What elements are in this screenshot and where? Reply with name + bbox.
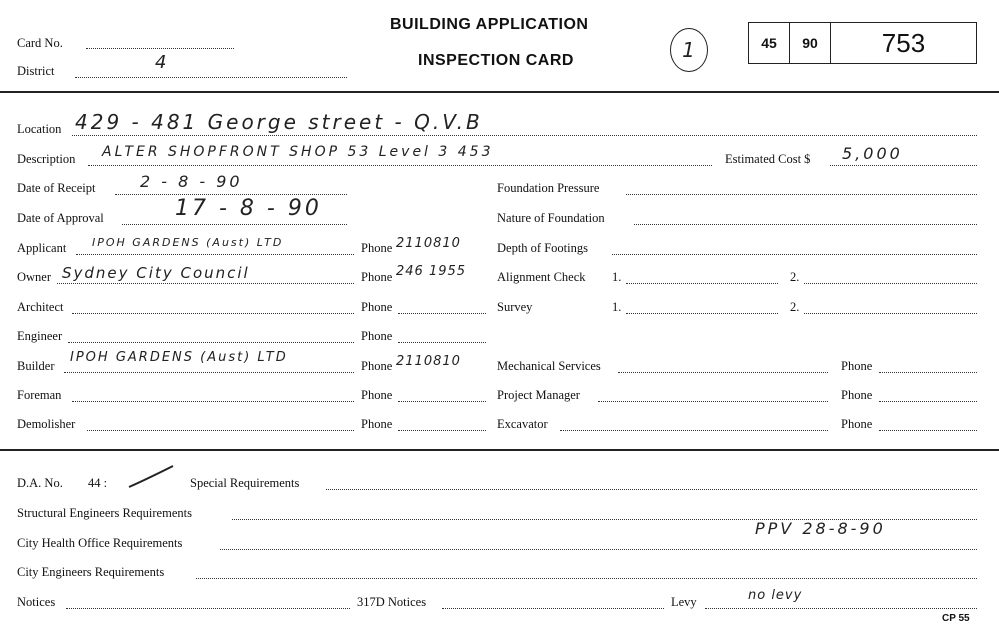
date-approval-line (122, 224, 347, 225)
description-line (88, 165, 712, 166)
nature-foundation-line (634, 224, 977, 225)
survey-two: 2. (790, 300, 800, 314)
excavator-label: Excavator (497, 417, 548, 431)
depth-footings-label: Depth of Footings (497, 241, 588, 255)
levy-value: no levy (748, 588, 803, 603)
foreman-phone-label: Phone (361, 388, 393, 402)
survey-one: 1. (612, 300, 622, 314)
engineer-phone-label: Phone (361, 329, 393, 343)
survey-label: Survey (497, 300, 533, 314)
foundation-pressure-line (626, 194, 977, 195)
owner-phone-label: Phone (361, 270, 393, 284)
project-manager-phone-label: Phone (841, 388, 873, 402)
alignment-check-one: 1. (612, 270, 622, 284)
top-rule (0, 91, 999, 93)
notices-317d-line (442, 608, 664, 609)
architect-phone-label: Phone (361, 300, 393, 314)
excavator-line (560, 430, 828, 431)
notices-317d-label: 317D Notices (357, 595, 427, 609)
city-health-value: PPV 28-8-90 (755, 519, 886, 538)
location-line (72, 135, 977, 136)
builder-label: Builder (17, 359, 55, 373)
da-label: D.A. No. (17, 476, 63, 490)
owner-label: Owner (17, 270, 52, 284)
applicant-line (76, 254, 354, 255)
architect-label: Architect (17, 300, 64, 314)
mechanical-phone-label: Phone (841, 359, 873, 373)
applicant-phone-label: Phone (361, 241, 393, 255)
foundation-pressure-label: Foundation Pressure (497, 181, 600, 195)
code-box-2 (789, 22, 831, 64)
location-value: 429 - 481 George street - Q.V.B (75, 110, 483, 134)
architect-phone-line (398, 313, 486, 314)
middle-rule (0, 449, 999, 451)
circled-number (670, 28, 708, 72)
depth-footings-line (612, 254, 977, 255)
project-manager-label: Project Manager (497, 388, 580, 402)
demolisher-line (87, 430, 354, 431)
date-receipt-value: 2 - 8 - 90 (140, 172, 243, 191)
survey-line-2 (804, 313, 977, 314)
date-approval-value: 17 - 8 - 90 (175, 196, 322, 221)
city-health-label: City Health Office Requirements (17, 536, 183, 550)
title-line1: BUILDING APPLICATION (390, 16, 589, 33)
engineer-line (68, 342, 354, 343)
nature-foundation-label: Nature of Foundation (497, 211, 605, 225)
notices-line (66, 608, 350, 609)
circled-number-value: 1 (682, 38, 696, 62)
city-health-line (220, 549, 977, 550)
estimated-cost-line (830, 165, 977, 166)
foreman-line (72, 401, 354, 402)
structural-label: Structural Engineers Requirements (17, 506, 192, 520)
notices-label: Notices (17, 595, 56, 609)
location-label: Location (17, 122, 62, 136)
levy-line (705, 608, 977, 609)
demolisher-phone-label: Phone (361, 417, 393, 431)
excavator-phone-label: Phone (841, 417, 873, 431)
form-code: CP 55 (942, 613, 970, 624)
project-manager-phone-line (879, 401, 977, 402)
owner-line (57, 283, 354, 284)
description-label: Description (17, 152, 76, 166)
estimated-cost-label: Estimated Cost $ (725, 152, 811, 166)
date-approval-label: Date of Approval (17, 211, 104, 225)
code-1: 45 (761, 35, 777, 51)
survey-line-1 (626, 313, 778, 314)
builder-line (64, 372, 354, 373)
demolisher-phone-line (398, 430, 486, 431)
da-value: 44 : (88, 476, 108, 490)
alignment-check-two: 2. (790, 270, 800, 284)
mechanical-line (618, 372, 828, 373)
district-label: District (17, 64, 55, 78)
applicant-value: IPOH GARDENS (Aust) LTD (92, 236, 284, 249)
project-manager-line (598, 401, 828, 402)
code-box-1 (748, 22, 790, 64)
city-engineers-label: City Engineers Requirements (17, 565, 165, 579)
engineer-phone-line (398, 342, 486, 343)
demolisher-label: Demolisher (17, 417, 76, 431)
foreman-label: Foreman (17, 388, 62, 402)
excavator-phone-line (879, 430, 977, 431)
alignment-check-line-1 (626, 283, 778, 284)
alignment-check-label: Alignment Check (497, 270, 586, 284)
code-2: 90 (802, 35, 818, 51)
estimated-cost-value: 5,000 (842, 144, 903, 163)
code-3: 753 (881, 27, 926, 58)
engineer-label: Engineer (17, 329, 63, 343)
applicant-phone-value: 2110810 (396, 236, 461, 251)
check-mark-icon (125, 462, 177, 492)
architect-line (72, 313, 354, 314)
district-line (75, 77, 347, 78)
special-label: Special Requirements (190, 476, 300, 490)
card-no-label: Card No. (17, 36, 63, 50)
mechanical-label: Mechanical Services (497, 359, 601, 373)
district-value: 4 (155, 52, 168, 73)
title-line2: INSPECTION CARD (418, 52, 574, 69)
builder-phone-value: 2110810 (396, 354, 461, 369)
date-receipt-line (115, 194, 347, 195)
mechanical-phone-line (879, 372, 977, 373)
builder-value: IPOH GARDENS (Aust) LTD (70, 350, 288, 365)
description-value: ALTER SHOPFRONT SHOP 53 Level 3 453 (102, 144, 494, 160)
applicant-label: Applicant (17, 241, 67, 255)
owner-phone-value: 246 1955 (396, 264, 467, 279)
city-engineers-line (196, 578, 977, 579)
levy-label: Levy (671, 595, 697, 609)
foreman-phone-line (398, 401, 486, 402)
special-line (326, 489, 977, 490)
owner-value: Sydney City Council (62, 264, 250, 282)
builder-phone-label: Phone (361, 359, 393, 373)
card-no-line (86, 48, 234, 49)
code-box-3 (830, 22, 977, 64)
date-receipt-label: Date of Receipt (17, 181, 96, 195)
alignment-check-line-2 (804, 283, 977, 284)
